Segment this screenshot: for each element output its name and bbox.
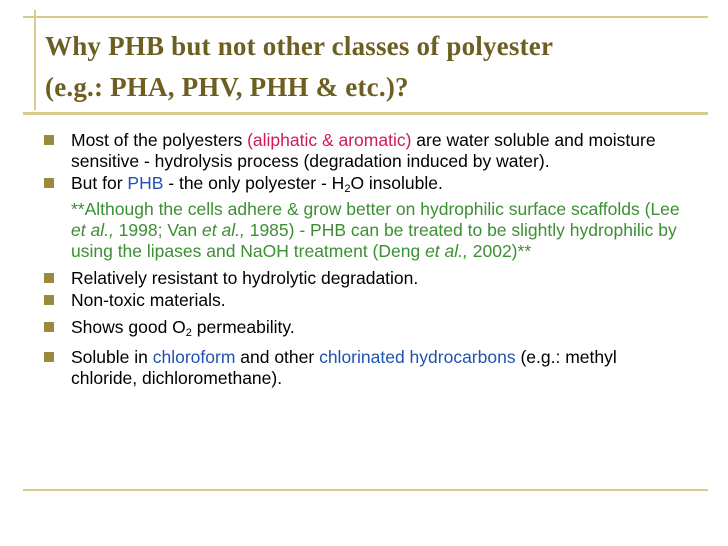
top-rule [23, 16, 708, 18]
square-bullet-icon [44, 178, 54, 188]
highlight-chloroform: chloroform [152, 347, 236, 367]
bottom-rule [23, 489, 708, 491]
left-accent-rule [34, 10, 36, 110]
highlight-phb: PHB [127, 173, 164, 193]
square-bullet-icon [44, 295, 54, 305]
bullet-item-resistant: Relatively resistant to hydrolytic degradation. [44, 268, 684, 289]
title-underline-rule [23, 112, 708, 115]
green-note-paragraph: **Although the cells adhere & grow better on hydrophilic surface scaffolds (Lee et al., 1998; Van et al., 1985) - PHB can be treated to be slightly hydrophilic by using the lipases and NaOH treatment (Deng et al., 2002)** [71, 199, 680, 261]
highlight-aliphatic-aromatic: (aliphatic & aromatic) [247, 130, 412, 150]
highlight-chlorinated-hydrocarbons: chlorinated hydrocarbons [319, 347, 516, 367]
square-bullet-icon [44, 135, 54, 145]
title-line-1: Why PHB but not other classes of polyester [45, 31, 554, 61]
slide-title [45, 26, 705, 108]
square-bullet-icon [44, 352, 54, 362]
bullet-item-phb-insoluble: But for PHB - the only polyester - $H_2O$ insoluble. [44, 173, 684, 194]
bullet-item-water-soluble: Most of the polyesters (aliphatic & aromatic) are water soluble and moisture sensitive - hydrolysis process (degradation induced by water). [44, 130, 684, 172]
bullet-item-non-toxic: Non-toxic materials. [44, 290, 684, 311]
bullet-list [44, 130, 684, 389]
square-bullet-icon [44, 322, 54, 332]
square-bullet-icon [44, 273, 54, 283]
bullet-item-o2-permeability: Shows good $O_2$ permeability. [44, 317, 684, 338]
bullet-item-soluble-in: Soluble in chloroform and other chlorinated hydrocarbons (e.g.: methyl chloride, dichloromethane). [44, 347, 684, 389]
title-line-2: (e.g.: PHA, PHV, PHH & etc.)? [45, 72, 409, 102]
